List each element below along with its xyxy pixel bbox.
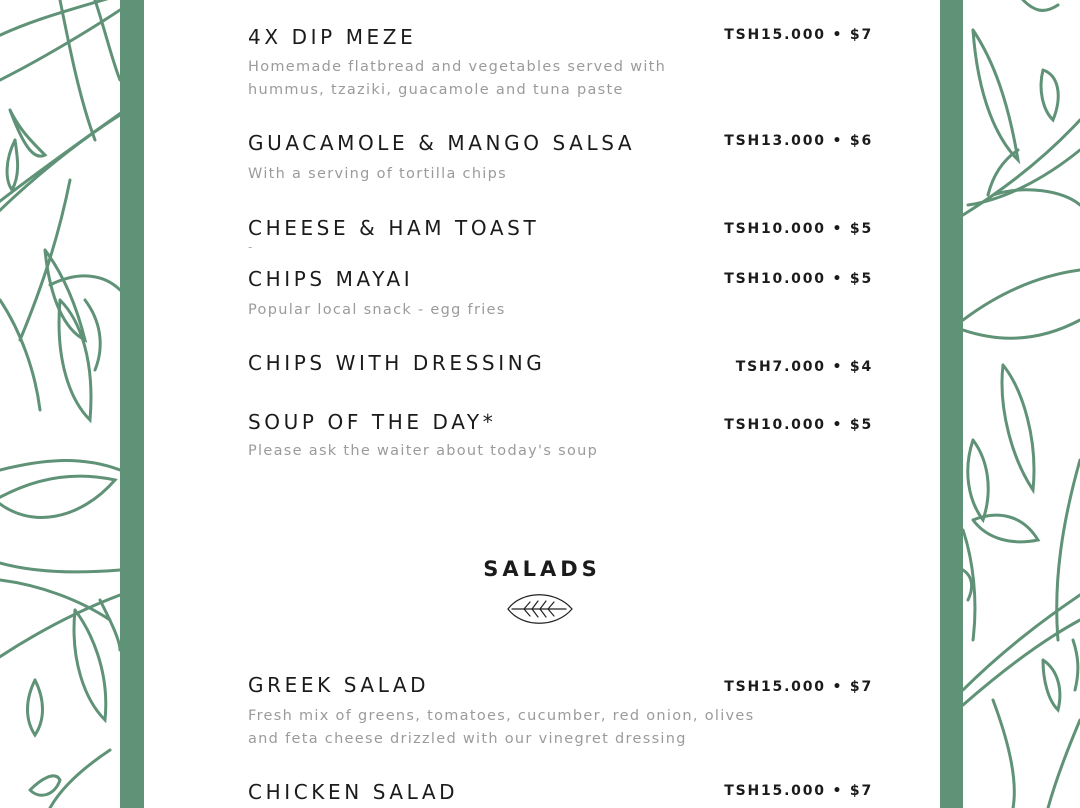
- menu-item-name: 4X DIP MEZE: [248, 25, 417, 49]
- menu-item-name: CHIPS MAYAI: [248, 267, 414, 291]
- menu-item-description: Popular local snack - egg fries: [248, 302, 506, 318]
- section-title: SALADS: [483, 557, 601, 581]
- leaf-icon: [506, 588, 574, 634]
- left-leaf-pattern: [0, 0, 120, 808]
- menu-item-name: GUACAMOLE & MANGO SALSA: [248, 131, 636, 155]
- menu-item-description: -: [248, 240, 253, 254]
- menu-item-name: CHEESE & HAM TOAST: [248, 216, 540, 240]
- menu-item-price: TSH10.000 • $5: [724, 271, 873, 287]
- menu-item-price: TSH15.000 • $7: [724, 679, 873, 695]
- menu-item-name: SOUP OF THE DAY*: [248, 410, 497, 434]
- menu-item-name: GREEK SALAD: [248, 673, 430, 697]
- menu-item-name: CHIPS WITH DRESSING: [248, 351, 546, 375]
- menu-item-price: TSH15.000 • $7: [724, 783, 873, 799]
- menu-item-price: TSH10.000 • $5: [724, 221, 873, 237]
- menu-item-name: CHICKEN SALAD: [248, 780, 459, 804]
- menu-item-description: With a serving of tortilla chips: [248, 166, 507, 182]
- menu-item-description: Fresh mix of greens, tomatoes, cucumber, red onion, olives and feta cheese drizzled with our vinegret dressing: [248, 708, 755, 747]
- menu-item-description: Please ask the waiter about today's soup: [248, 443, 599, 459]
- menu-page: [144, 0, 940, 808]
- menu-item-price: TSH13.000 • $6: [724, 133, 873, 149]
- right-green-band: [940, 0, 963, 808]
- left-green-band: [120, 0, 144, 808]
- menu-item-price: TSH10.000 • $5: [724, 417, 873, 433]
- right-leaf-pattern: [963, 0, 1080, 808]
- menu-item-price: TSH15.000 • $7: [724, 27, 873, 43]
- menu-item-description: Homemade flatbread and vegetables served with hummus, tzaziki, guacamole and tuna paste: [248, 59, 667, 98]
- menu-item-price: TSH7.000 • $4: [735, 359, 873, 375]
